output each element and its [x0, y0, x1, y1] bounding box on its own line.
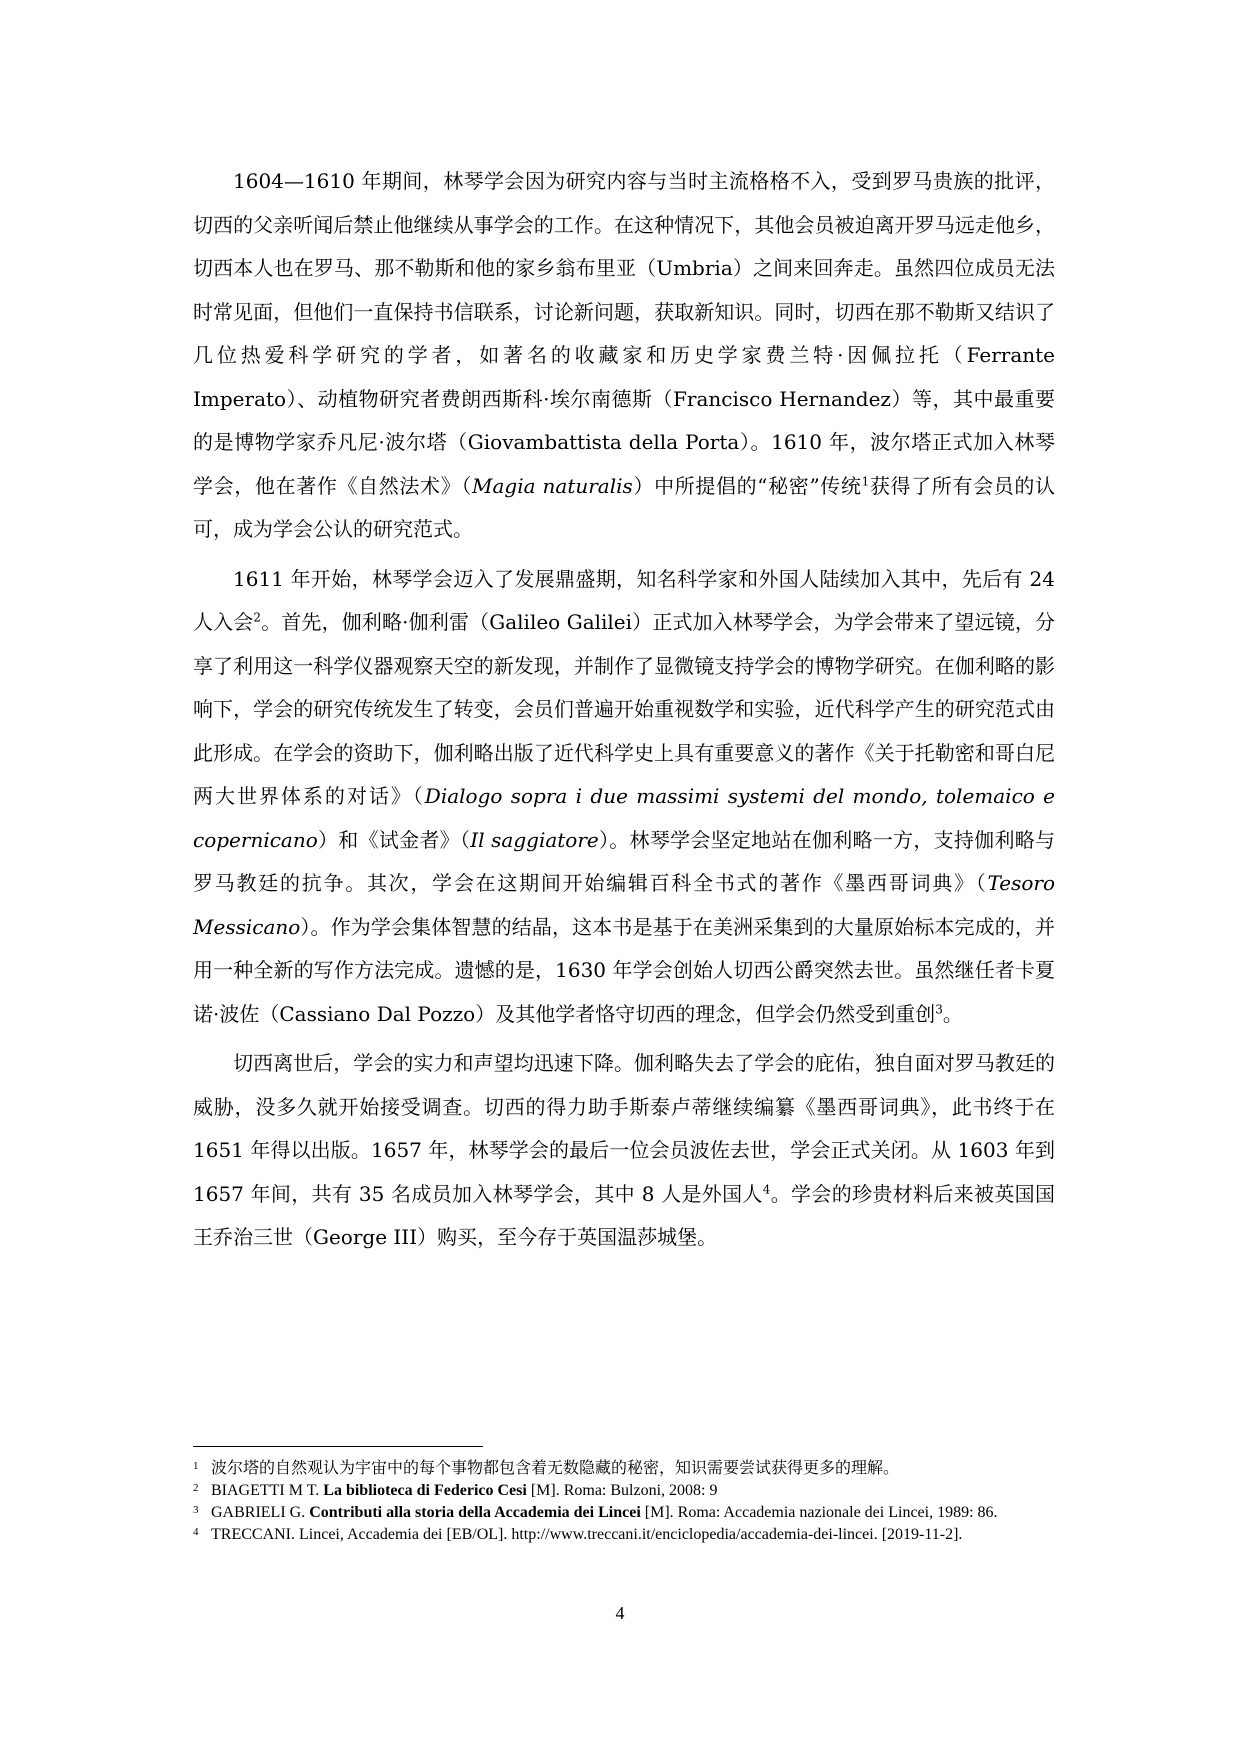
footnote-ref-2[interactable]: 2: [253, 610, 262, 625]
text-run: 1611 年开始，林琴学会迈入了发展鼎盛期，知名科学家和外国人陆续加入其中，先后有 24 人入会: [193, 566, 1055, 634]
body-text: [193, 160, 1055, 1260]
footnote-book-title: Contributi alla storia della Accademia dei Lincei: [309, 1504, 641, 1521]
text-run: ）中所提倡的“秘密”传统: [632, 473, 862, 498]
footnote-text: BIAGETTI M T.: [211, 1482, 324, 1499]
footnote-number: 4: [193, 1526, 199, 1538]
footnote-text: [M]. Roma: Accademia nazionale dei Lincei, 1989: 86.: [640, 1504, 998, 1521]
footnote-4: [193, 1524, 1055, 1546]
text-run: 1604—1610 年期间，林琴学会因为研究内容与当时主流格格不入，受到罗马贵族的批评，切西的父亲听闻后禁止他继续从事学会的工作。在这种情况下，其他会员被迫离开罗马远走他乡，切西本人也在罗马、那不勒斯和他的家乡翁布里亚（Umbria）之间来回奔走。虽然四位成员无法时常见面，但他们一直保持书信联系，讨论新问题，获取新知识。同时，切西在那不勒斯又结识了几位热爱科学研究的学者，如著名的收藏家和历史学家费兰特·因佩拉托（Ferrante Imperato）、动植物研究者费朗西斯科·埃尔南德斯（Francisco Hernandez）等，其中最重要的是博物学家乔凡尼·波尔塔（Giovambattista della Porta）。1610 年，波尔塔正式加入林琴学会，他在著作《自然法术》（: [193, 169, 1055, 498]
italic-title: Dialogo sopra i due massimi systemi del mondo, tolemaico e copernicano: [193, 784, 1055, 852]
footnote-number: 2: [193, 1482, 199, 1494]
footnotes: [193, 1458, 1055, 1546]
footnote-3: [193, 1502, 1055, 1524]
footnote-ref-1[interactable]: 1: [861, 473, 870, 488]
italic-title: Magia naturalis: [472, 473, 633, 498]
footnote-ref-4[interactable]: 4: [762, 1181, 771, 1196]
footnote-book-title: La biblioteca di Federico Cesi: [323, 1482, 527, 1499]
footnote-text: TRECCANI. Lincei, Accademia dei [EB/OL]. http://www.treccani.it/enciclopedia/accademia-dei-lincei. [2019-11-2].: [211, 1526, 963, 1543]
paragraph-3: [193, 1042, 1055, 1260]
footnote-separator: [193, 1446, 483, 1447]
text-run: 切西离世后，学会的实力和声望均迅速下降。伽利略失去了学会的庇佑，独自面对罗马教廷的威胁，没多久就开始接受调查。切西的得力助手斯泰卢蒂继续编纂《墨西哥词典》，此书终于在 1651 年得以出版。1657 年，林琴学会的最后一位会员波佐去世，学会正式关闭。从 1603 年到 1657 年间，共有 35 名成员加入林琴学会，其中 8 人是外国人: [193, 1051, 1055, 1206]
footnote-number: 3: [193, 1504, 199, 1516]
paragraph-1: [193, 160, 1055, 552]
text-run: 。: [942, 1001, 963, 1026]
text-run: ）和《试金者》（: [317, 827, 471, 852]
footnote-text: [M]. Roma: Bulzoni, 2008: 9: [526, 1482, 718, 1499]
italic-title: Il saggiatore: [470, 827, 599, 852]
text-run: ）。林琴学会坚定地站在伽利略一方，支持伽利略与罗马教廷的抗争。其次，学会在这期间开始编辑百科全书式的著作《墨西哥词典》（: [193, 827, 1055, 895]
italic-title: Tesoro Messicano: [193, 871, 1055, 939]
footnote-text: 波尔塔的自然观认为宇宙中的每个事物都包含着无数隐藏的秘密，知识需要尝试获得更多的理解。: [211, 1460, 900, 1477]
paragraph-2: [193, 558, 1055, 1037]
page-number: 4: [615, 1603, 625, 1623]
footnote-1: [193, 1458, 1055, 1480]
footnote-ref-3[interactable]: 3: [935, 1001, 943, 1016]
text-run: 。首先，伽利略·伽利雷（Galileo Galilei）正式加入林琴学会，为学会带来了望远镜，分享了利用这一科学仪器观察天空的新发现，并制作了显微镜支持学会的博物学研究。在伽利略的影响下，学会的研究传统发生了转变，会员们普遍开始重视数学和实验，近代科学产生的研究范式由此形成。在学会的资助下，伽利略出版了近代科学史上具有重要意义的著作《关于托勒密和哥白尼两大世界体系的对话》（: [193, 610, 1055, 808]
text-run: ）。作为学会集体智慧的结晶，这本书是基于在美洲采集到的大量原始标本完成的，并用一种全新的写作方法完成。遗憾的是，1630 年学会创始人切西公爵突然去世。虽然继任者卡夏诺·波佐（Cassiano Dal Pozzo）及其他学者恪守切西的理念，但学会仍然受到重创: [193, 914, 1055, 1026]
text-run: 获得了所有会员的认可，成为学会公认的研究范式。: [193, 473, 1056, 541]
footnote-2: [193, 1480, 1055, 1502]
footnote-number: 1: [193, 1460, 199, 1472]
text-run: 。学会的珍贵材料后来被英国国王乔治三世（George III）购买，至今存于英国温莎城堡。: [193, 1181, 1056, 1249]
footnote-text: GABRIELI G.: [211, 1504, 310, 1521]
